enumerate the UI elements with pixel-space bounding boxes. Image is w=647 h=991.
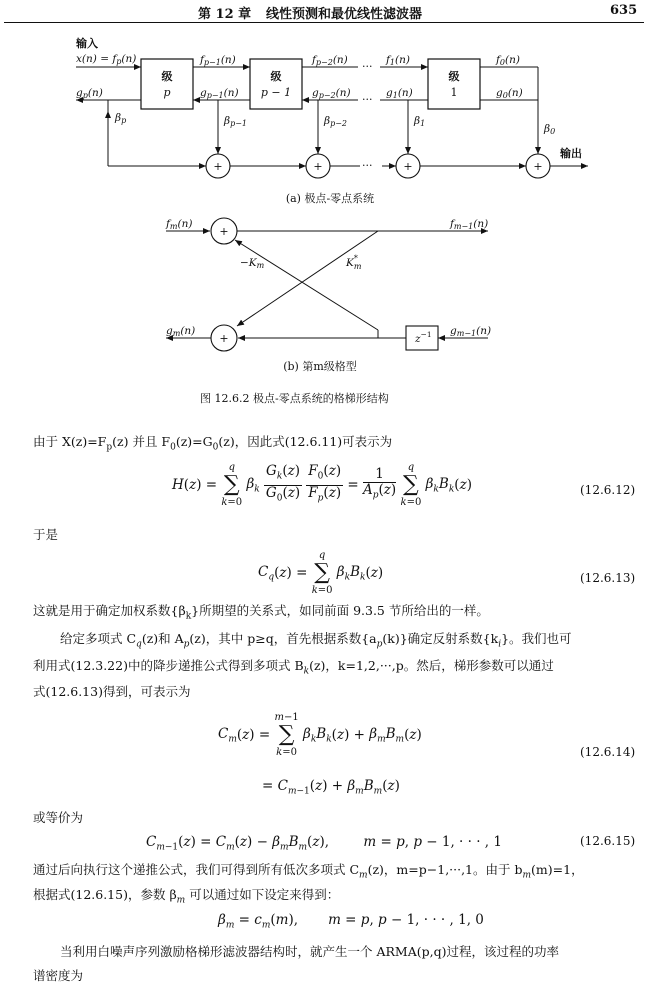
equation-12-6-14: $C_m(z) = m-1$ ∑ k=0 $\beta_kB_k(z) + \beta_mB_m(z)$ [218,712,422,758]
paragraph-4-line-1: 通过后向执行这个递推公式，我们可得到所有低次多项式 $C_m(z)$，m=p−1,···,1。由于 $b_m(m)=1$， [33,862,584,881]
stage-p-label: 级 [161,70,173,83]
g-p-minus-1-label: gp−1(n) [200,87,239,100]
g-p-minus-2-label: gp−2(n) [312,87,351,100]
paragraph-5-line-1: 当利用白噪声序列激励格梯形滤波器结构时，就产生一个 ARMA(p,q)过程，该过程的功率 [60,944,559,959]
equation-number-12-6-14: (12.6.14) [580,745,636,759]
chapter-title: 线性预测和最优线性滤波器 [266,7,423,22]
upper-adder-plus: + [219,225,229,238]
delay-label: $z^{-1}$ [415,330,432,345]
equation-number-12-6-13: (12.6.13) [580,571,636,585]
equation-number-12-6-12: (12.6.12) [580,483,636,497]
beta-p-label: βp [115,112,127,125]
f-p-minus-1-label: fp−1(n) [200,54,236,67]
paragraph-3-line-2: 利用式(12.3.22)中的降步递推公式得到多项式 $B_k(z)$，k=1,2,···,p。然后，梯形参数可以通过 [33,658,554,677]
text-yushi: 于是 [33,527,59,542]
stage-1-box [428,59,480,109]
adder-3-plus: + [403,160,413,173]
f-1-label: f1(n) [386,54,410,67]
dots-middle: ··· [362,93,373,106]
stage-p-minus-1-box [250,59,302,109]
beta-0-label: β0 [544,123,556,136]
equation-12-6-14-line-2: = $C_{m-1}(z) + \beta_mB_m(z)$ [262,778,400,797]
figure-a-caption: (a) 极点-零点系统 [285,192,375,205]
input-label: 输入 [76,37,98,50]
paragraph-3-line-1: 给定多项式 $C_q(z)$和 $A_p(z)$，其中 p≥q，首先根据系数$\{a_p(k)\}$确定反射系数$\{k_i\}$。我们也可 [60,631,572,650]
f-p-minus-2-label: fp−2(n) [312,54,348,67]
paragraph-5-line-2: 谱密度为 [33,968,84,983]
stage-p-index: p [163,86,171,99]
fm-minus-1-label: fm−1(n) [450,218,489,231]
k-star-label: K* m [346,254,362,271]
adder-4-plus: + [533,160,543,173]
beta-1-label: β1 [414,115,426,128]
g-1-label: g1(n) [386,87,413,100]
g-0-label: g0(n) [496,87,523,100]
equation-12-6-13: $C_q(z) = q$ ∑ k=0 $\beta_kB_k(z)$ [258,550,384,596]
equation-12-6-15: $C_{m-1}(z) = C_m(z) - \beta_mB_m(z)$, m = p, p − 1, · · · , 1 [146,834,502,853]
lower-adder-plus: + [219,332,229,345]
gm-minus-1-label: gm−1(n) [450,325,492,338]
dots-bottom: ··· [362,159,373,172]
stage-p-minus-1-label: 级 [270,70,282,83]
adder-2-plus: + [313,160,323,173]
stage-p-minus-1-index: p − 1 [260,86,292,99]
figure-b-diagram [160,210,520,376]
beta-p-minus-2-label: βp−2 [324,115,347,128]
stage-1-label: 级 [448,70,460,83]
output-label: 输出 [560,147,582,160]
equation-12-6-12: H(z) = q ∑ k=0 $\beta_k$ $\frac{G_k(z)}{G_0(z)}$ $\frac{F_0(z)}{F_p(z)}$ = $\frac{1}{A_p(z)}$ q ∑ k=0 $\beta_kB_k(z)$ [172,462,472,508]
dots-top: ··· [362,60,373,73]
text-dengjia: 或等价为 [33,810,84,825]
page-number: 635 [610,3,638,18]
paragraph-2: 这就是用于确定加权系数$\{\beta_k\}$所期望的关系式，如同前面 9.3.5 节所给出的一样。 [33,603,489,622]
f-0-label: f0(n) [496,54,520,67]
equation-number-12-6-15: (12.6.15) [580,834,636,848]
equation-beta-m: $\beta_m = c_m(m)$, m = p, p − 1, · · · , 1, 0 [218,912,484,931]
header-rule [4,22,644,23]
fm-label: fm(n) [166,218,193,231]
figure-a-diagram [60,36,600,206]
figure-b-caption: (b) 第m级格型 [283,360,357,373]
g-p-label: gp(n) [76,87,103,100]
input-equation: x(n) = fp(n) [76,53,137,66]
paragraph-4-line-2: 根据式(12.6.15)，参数 $\beta_m$ 可以通过如下设定来得到： [33,887,340,906]
paragraph-3-line-3: 式(12.6.13)得到，可表示为 [33,684,191,699]
chapter-number: 第 12 章 [198,7,252,22]
stage-p-box [141,59,193,109]
adder-1-plus: + [213,160,223,173]
stage-1-index: 1 [450,86,458,99]
beta-p-minus-1-label: βp−1 [224,115,247,128]
neg-k-label: −Km [240,257,265,270]
figure-caption: 图 12.6.2 极点-零点系统的格梯形结构 [200,392,389,405]
paragraph-1: 由于 $X(z)=F_p(z)$ 并且 $F_0(z)=G_0(z)$，因此式(12.6.11)可表示为 [33,434,393,453]
gm-label: gm(n) [166,325,196,338]
